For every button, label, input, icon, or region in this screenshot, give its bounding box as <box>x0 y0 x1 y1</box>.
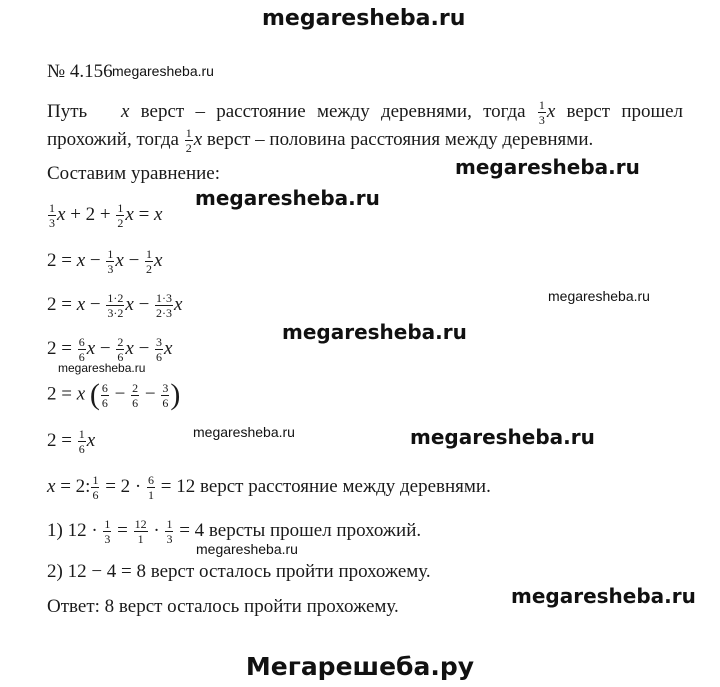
intro-text-a: Путь <box>47 101 88 122</box>
equation-7: x = 2: $\frac{1}{6}$ = 2 · $\frac{6}{1}$ = 12 верст расстояние между деревнями. <box>47 473 491 502</box>
equation-1: $\frac{1}{3}$ x + 2 + $\frac{1}{2}$ x = x <box>49 201 163 230</box>
intro-text-d: верст – половина расстояния между деревнями. <box>206 129 594 151</box>
watermark-7: megaresheba.ru <box>410 425 595 449</box>
watermark-number-inline: megaresheba.ru <box>112 63 214 79</box>
intro-paragraph <box>47 98 683 154</box>
equation-6: 2 = $\frac{1}{6}$ x <box>47 427 96 456</box>
variable-x: x <box>193 129 203 151</box>
answer: Ответ: 8 верст осталось пройти прохожему. <box>47 596 399 617</box>
fraction-one-half: $\frac{1}{2}$ <box>185 126 192 156</box>
watermark-1: megaresheba.ru <box>455 155 640 179</box>
compose-equation-label: Составим уравнение: <box>47 163 221 184</box>
watermark-5: megaresheba.ru <box>58 361 146 375</box>
watermark-2: megaresheba.ru <box>195 186 380 210</box>
intro-text-c: верст прошел прохожий, тогда <box>47 101 684 151</box>
watermark-3: megaresheba.ru <box>548 288 650 304</box>
equation-4: 2 = $\frac{6}{6}$ x − $\frac{2}{6}$ x − $\frac{3}{6}$ x <box>47 335 173 364</box>
variable-x: x <box>546 101 556 122</box>
problem-number: № 4.156 <box>47 61 113 82</box>
step-1: 1) 12 · $\frac{1}{3}$ = $\frac{12}{1}$ · $\frac{1}{3}$ = 4 версты прошел прохожий. <box>47 517 422 546</box>
intro-text-b: верст – расстояние между деревнями, тогда <box>140 101 526 122</box>
fraction-one-third: $\frac{1}{3}$ <box>538 98 545 128</box>
watermark-9: megaresheba.ru <box>511 584 696 608</box>
watermark-6: megaresheba.ru <box>193 424 295 440</box>
equation-2: 2 = x − $\frac{1}{3}$ x − $\frac{1}{2}$ x <box>47 247 163 276</box>
watermark-4: megaresheba.ru <box>282 320 467 344</box>
footer-brand: Мегарешеба.ру <box>245 652 475 681</box>
variable-x: x <box>120 101 130 122</box>
equation-5: 2 = x ( $\frac{6}{6}$ − $\frac{2}{6}$ − $\frac{3}{6}$ ) <box>47 378 181 411</box>
step-2: 2) 12 − 4 = 8 верст осталось пройти прохожему. <box>47 561 431 582</box>
watermark-top: megaresheba.ru <box>262 6 466 31</box>
watermark-8: megaresheba.ru <box>196 541 298 557</box>
equation-3: 2 = x − $\frac{1\cdot 2}{3\cdot 2}$ x − $\frac{1\cdot 3}{2\cdot 3}$ x <box>47 291 183 320</box>
